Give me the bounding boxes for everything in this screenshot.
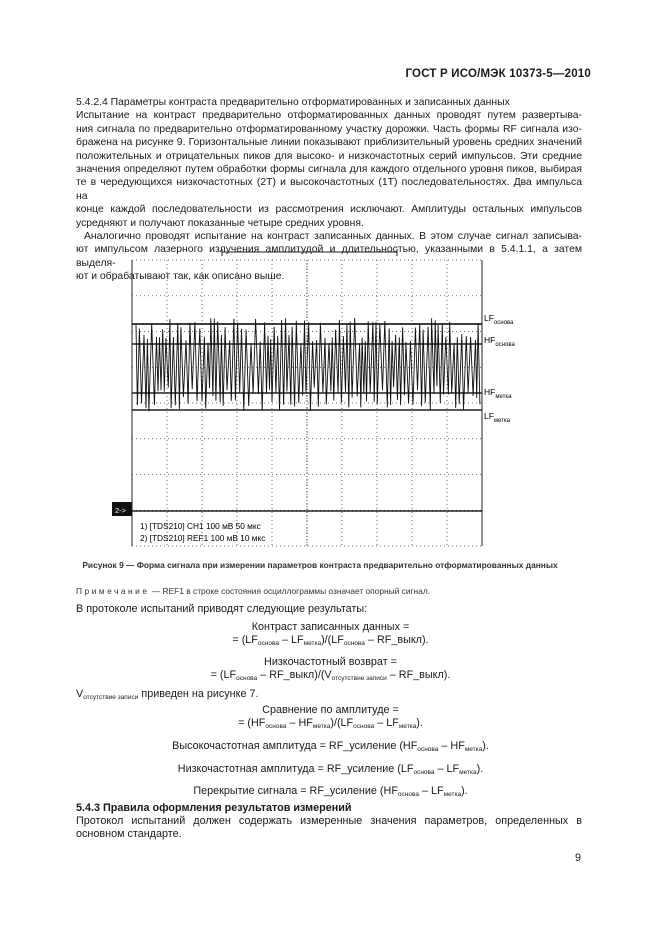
formula-1-expr: = $(LF_{основа} - LF_{метка})/(LF_{основа}$ – RF_выкл). — [232, 634, 429, 647]
text-line: основном стандарте. — [76, 828, 182, 841]
page-number: 9 — [574, 852, 581, 864]
text-line: усредняют и получают показанные четыре средних уровня. — [76, 217, 364, 229]
formula-3-expr: = $(HF_{основа} - HF_{метка})/(LF_{основа} - LF_{метка})$. — [238, 717, 423, 730]
text-line: Аналогично проводят испытание на контраст записанных данных. В этом случае сигнал записыва- — [84, 231, 582, 243]
text-line: бражена на рисунке 9. Горизонтальные линии показывают приблизительный уровень средних значений — [76, 137, 582, 149]
oscilloscope-figure — [112, 248, 582, 553]
formula-2-expr: = ($LF_{основа}$ – $RF\_выкл)/(V_{отсутствие записи}$ – RF_выкл). — [210, 669, 451, 682]
text-line: ют импульсом лазерного излучения амплитудой и длительностью, указанными в 5.4.1.1, а затем выделя- — [76, 244, 582, 269]
hf-base-label: $HF_{основа}$ — [484, 335, 515, 348]
note-prefix: Примечание — [76, 586, 150, 596]
text-line: те в чередующихся низкочастотных (2Т) и высокочастотных (1Т) последовательностях. Два импульса на — [76, 177, 582, 202]
lf-mark-label: $LF_{метка}$ — [484, 411, 511, 424]
text-line: конце каждой последовательности из рассмотрения исключают. Амплитуды остальных импульсов — [76, 204, 582, 216]
status-line-1: 1) [TDS210] CH1 100 мВ 50 мкс — [140, 521, 261, 531]
text-line: значения определяют путем обработки формы сигнала для каждого отдельного уровня пиков, выбирая — [76, 164, 582, 176]
results-intro: В протоколе испытаний приводят следующие результаты: — [76, 603, 368, 615]
paragraph-1 — [76, 109, 582, 230]
formula-4: Высокочастотная амплитуда = RF_усиление $(HF_{основа} - HF_{метка})$. — [172, 740, 489, 753]
text-line: ния сигнала по предварительно отформатированному участку дорожки. Часть формы RF сигнала изо- — [76, 123, 582, 135]
v-note: $V_{отсутствие записи}$ приведен на рисунке 7. — [76, 688, 259, 701]
text-line: Протокол испытаний должен содержать измеренные значения параметров, определенных в — [76, 815, 582, 827]
hf-mark-label: $HF_{метка}$ — [484, 387, 512, 400]
section-title: 5.4.2.4 Параметры контраста предварительно отформатированных и записанных данных — [76, 97, 510, 108]
document-header: ГОСТ Р ИСО/МЭК 10373-5—2010 — [405, 68, 591, 80]
text-line: положительных и отрицательных пиков для высоко- и низкочастотных серий импульсов. Эти средние — [76, 150, 582, 162]
formula-2-title: Низкочастотный возврат = — [264, 656, 397, 668]
figure-caption: Рисунок 9 — Форма сигнала при измерении параметров контраста предварительно отформатированных данных — [82, 560, 558, 570]
formula-3-title: Сравнение по амплитуде = — [262, 704, 399, 716]
section-5-4-3-paragraph — [76, 815, 582, 842]
channel-marker: 2-> — [115, 506, 127, 515]
formula-5: Низкочастотная амплитуда = RF_усиление $(LF_{основа} - LF_{метка})$. — [177, 763, 484, 776]
formula-1-title: Контраст записанных данных = — [251, 621, 410, 633]
note-text: — REF1 в строке состояния осциллограммы означает опорный сигнал. — [149, 586, 431, 596]
note — [76, 586, 430, 596]
section-5-4-3-title: 5.4.3 Правила оформления результатов измерений — [76, 802, 352, 814]
status-line-2: 2) [TDS210] REF1 100 мВ 10 мкс — [140, 533, 266, 543]
formula-6: Перекрытие сигнала = RF_усиление $(HF_{основа} - LF_{метка})$. — [193, 785, 468, 798]
text-line: ют и обрабатывают так, как описано выше. — [76, 271, 285, 283]
lf-base-label: $LF_{основа}$ — [484, 313, 514, 326]
text-line: Испытание на контраст предварительно отформатированных данных проводят путем развертыва- — [76, 110, 582, 122]
